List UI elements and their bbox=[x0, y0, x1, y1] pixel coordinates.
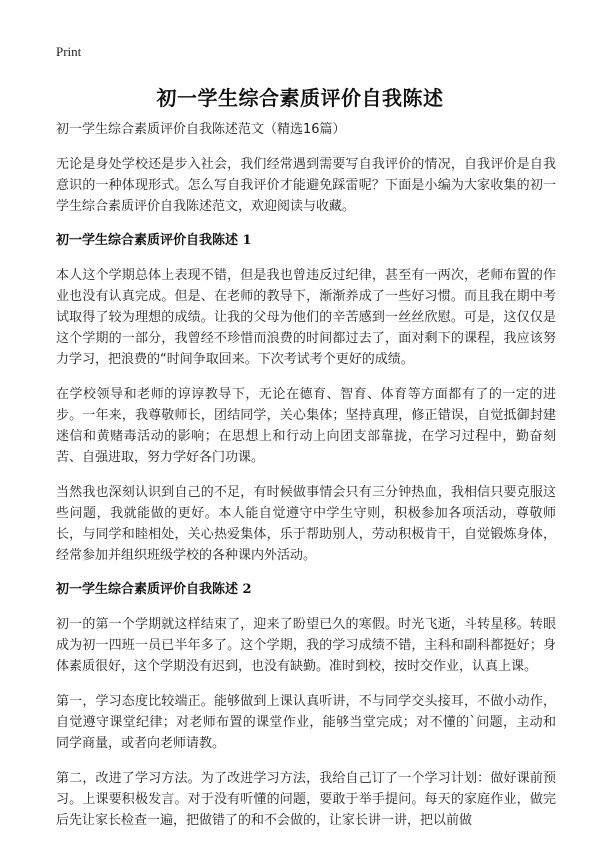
intro-paragraph: 无论是身处学校还是步入社会，我们经常遇到需要写自我评价的情况，自我评价是自我意识的一种体现形式。怎么写自我评价才能避免踩雷呢？下面是小编为大家收集的初一学生综合素质评价自我陈述范文，欢迎阅读与收藏。 bbox=[56, 157, 556, 214]
section-2-paragraph-2: 第一，学习态度比较端正。能够做到上课认真听讲，不与同学交头接耳，不做小动作，自觉遵守课堂纪律；对老师布置的课堂作业，能够当堂完成；对不懂的`问题，主动和同学商量，或者向老师请教。 bbox=[56, 694, 556, 751]
section-heading-2: 初一学生综合素质评价自我陈述 2 bbox=[56, 582, 252, 597]
section-1-paragraph-3: 当然我也深刻认识到自己的不足，有时候做事情会只有三分钟热血，我相信只要克服这些问题，我就能做的更好。本人能自觉遵守中学生守则，积极参加各项活动，尊敬师长，与同学和睦相处，关心热爱集体，乐于帮助别人，劳动积极肯干，自觉锻炼身体，经常参加并组织班级学校的各种课内外活动。 bbox=[56, 485, 556, 563]
section-2-paragraph-3: 第二，改进了学习方法。为了改进学习方法，我给自己订了一个学习计划：做好课前预习。上课要积极发言。对于没有听懂的问题，要敢于举手提问。每天的家庭作业，做完后先让家长检查一遍，把做错了的和不会做的，让家长讲一讲，把以前做 bbox=[56, 771, 556, 828]
page-title: 初一学生综合素质评价自我陈述 bbox=[156, 86, 444, 110]
section-2-paragraph-1: 初一的第一个学期就这样结束了，迎来了盼望已久的寒假。时光飞逝，斗转星移。转眼成为初一四班一员已半年多了。这个学期，我的学习成绩不错，主科和副科都挺好；身体素质很好，这个学期没有迟到，也没有缺勤。准时到校，按时交作业，认真上课。 bbox=[56, 617, 556, 674]
article-subtitle: 初一学生综合素质评价自我陈述范文（精选16篇） bbox=[56, 122, 346, 137]
section-1-paragraph-2: 在学校领导和老师的谆谆教导下，无论在德育、智育、体育等方面都有了的一定的进步。一年来，我尊敬师长，团结同学，关心集体；坚持真理，修正错误，自觉抵御封建迷信和黄赌毒活动的影响；在思想上和行动上向团支部靠拢，在学习过程中，勤奋刻苦、自强进取，努力学好各门功课。 bbox=[56, 387, 556, 465]
section-1-paragraph-1: 本人这个学期总体上表现不错，但是我也曾违反过纪律，甚至有一两次，老师布置的作业也没有认真完成。但是、在老师的教导下，渐渐养成了一些好习惯。而且我在期中考试取得了较为理想的成绩。让我的父母为他们的辛苦感到一丝丝欣慰。可是，这仅仅是这个学期的一部分，我曾经不珍惜而浪费的时间都过去了，面对剩下的课程，我应该努力学习，把浪费的“时间争取回来。下次考试考个更好的成绩。 bbox=[56, 268, 556, 367]
section-heading-1: 初一学生综合素质评价自我陈述 1 bbox=[56, 233, 252, 248]
article-body bbox=[56, 120, 556, 845]
print-link[interactable]: Print bbox=[56, 44, 82, 59]
